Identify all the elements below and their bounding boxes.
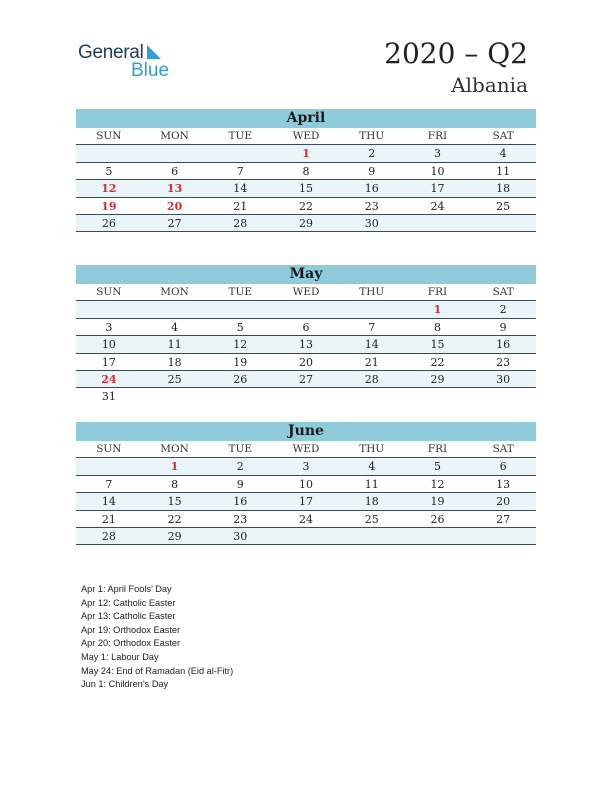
day-cell: 24 (101, 372, 117, 386)
week-row (76, 198, 536, 215)
day-cell: 5 (105, 164, 113, 178)
week-row (76, 319, 536, 336)
week-row (76, 458, 536, 475)
day-cell: 11 (496, 164, 511, 178)
day-cell: 25 (167, 372, 182, 386)
weekday-label: MON (160, 130, 189, 142)
day-cell: 10 (430, 164, 445, 178)
day-cell: 28 (101, 529, 116, 543)
empty-day-cell (273, 388, 339, 405)
empty-day-cell (339, 301, 405, 317)
day-cell: 14 (233, 182, 248, 196)
week-row (76, 336, 536, 353)
month-calendar-april (76, 109, 536, 232)
day-cell: 11 (364, 477, 379, 491)
weekday-header-row (76, 128, 536, 145)
day-cell: 23 (233, 512, 248, 526)
weekday-label: FRI (427, 443, 448, 455)
day-cell: 23 (496, 355, 511, 369)
day-cell: 21 (101, 512, 116, 526)
week-row (76, 301, 536, 318)
day-cell: 2 (499, 303, 507, 317)
day-cell: 30 (364, 216, 379, 230)
day-cell: 26 (233, 372, 248, 386)
day-cell: 4 (368, 460, 376, 474)
weekday-label: MON (160, 443, 189, 455)
day-cell: 14 (101, 495, 116, 509)
day-cell: 2 (236, 460, 244, 474)
day-cell: 6 (302, 320, 310, 334)
day-cell: 18 (167, 355, 182, 369)
weekday-label: SUN (96, 443, 122, 455)
day-cell: 6 (171, 164, 179, 178)
weekday-label: THU (359, 443, 385, 455)
holiday-note: Jun 1: Children’s Day (81, 679, 169, 690)
empty-day-cell (405, 528, 471, 544)
day-cell: 26 (430, 512, 445, 526)
day-cell: 17 (101, 355, 116, 369)
day-cell: 9 (236, 477, 244, 491)
day-cell: 25 (496, 199, 511, 213)
weekday-label: THU (359, 130, 385, 142)
weekday-label: WED (292, 443, 320, 455)
day-cell: 26 (101, 216, 116, 230)
empty-day-cell (207, 145, 273, 161)
day-cell: 3 (105, 320, 113, 334)
day-cell: 28 (364, 372, 379, 386)
day-cell: 3 (433, 147, 441, 161)
day-cell: 29 (430, 372, 445, 386)
empty-day-cell (273, 528, 339, 544)
day-cell: 10 (101, 338, 116, 352)
logo-text-blue: Blue (131, 60, 170, 81)
month-name: May (76, 265, 536, 284)
day-cell: 20 (496, 495, 511, 509)
day-cell: 7 (105, 477, 113, 491)
weekday-label: SAT (492, 130, 514, 142)
day-cell: 25 (364, 512, 379, 526)
empty-day-cell (207, 301, 273, 317)
day-cell: 15 (430, 338, 445, 352)
empty-day-cell (470, 388, 536, 405)
day-cell: 7 (368, 320, 376, 334)
day-cell: 20 (166, 199, 183, 213)
day-cell: 31 (101, 390, 116, 404)
day-cell: 6 (499, 460, 507, 474)
day-cell: 1 (302, 147, 310, 161)
empty-day-cell (76, 458, 142, 474)
day-cell: 9 (499, 320, 507, 334)
weekday-label: SAT (492, 443, 514, 455)
empty-day-cell (142, 388, 208, 405)
day-cell: 13 (299, 338, 314, 352)
day-cell: 27 (299, 372, 314, 386)
holiday-note: Apr 19: Orthodox Easter (81, 624, 181, 635)
empty-day-cell (405, 215, 471, 231)
week-row (76, 493, 536, 510)
holiday-note: Apr 1: April Fools’ Day (81, 584, 172, 594)
month-name: June (76, 422, 536, 441)
logo-text-general: General (78, 42, 144, 63)
day-cell: 16 (233, 495, 248, 509)
weekday-label: TUE (228, 443, 253, 455)
empty-day-cell (142, 145, 208, 161)
holiday-note: Apr 13: Catholic Easter (81, 611, 176, 622)
day-cell: 21 (233, 199, 248, 213)
day-cell: 13 (496, 477, 511, 491)
day-cell: 30 (233, 529, 248, 543)
logo-triangle-icon (147, 45, 161, 59)
day-cell: 10 (299, 477, 314, 491)
day-cell: 22 (167, 512, 182, 526)
day-cell: 1 (433, 303, 442, 317)
day-cell: 7 (236, 164, 244, 178)
day-cell: 20 (299, 355, 314, 369)
weekday-label: TUE (228, 286, 253, 298)
country-name: Albania (451, 73, 528, 97)
day-cell: 4 (499, 147, 507, 161)
weekday-label: WED (292, 286, 320, 298)
day-cell: 19 (233, 355, 248, 369)
generalblue-logo (78, 42, 170, 81)
weekday-label: SUN (96, 130, 122, 142)
week-row (76, 145, 536, 162)
weekday-label: SAT (492, 286, 514, 298)
weekday-label: FRI (427, 130, 448, 142)
empty-day-cell (142, 301, 208, 317)
holiday-notes (81, 583, 233, 692)
day-cell: 24 (430, 199, 445, 213)
holiday-note: May 24: End of Ramadan (Eid al-Fitr) (81, 665, 234, 676)
day-cell: 18 (496, 182, 511, 196)
day-cell: 28 (233, 216, 248, 230)
week-row (76, 371, 536, 388)
day-cell: 2 (368, 147, 376, 161)
weekday-label: SUN (96, 286, 122, 298)
day-cell: 4 (171, 320, 179, 334)
day-cell: 12 (430, 477, 445, 491)
day-cell: 3 (302, 460, 310, 474)
day-cell: 12 (101, 182, 117, 196)
day-cell: 19 (430, 495, 445, 509)
empty-day-cell (207, 388, 273, 405)
day-cell: 12 (233, 338, 248, 352)
empty-day-cell (76, 145, 142, 161)
day-cell: 13 (166, 182, 183, 196)
empty-day-cell (339, 528, 405, 544)
empty-day-cell (470, 215, 536, 231)
week-row (76, 215, 536, 232)
day-cell: 19 (101, 199, 117, 213)
week-row (76, 163, 536, 180)
day-cell: 18 (364, 495, 379, 509)
week-row (76, 476, 536, 493)
day-cell: 5 (236, 320, 244, 334)
day-cell: 27 (167, 216, 182, 230)
day-cell: 15 (167, 495, 182, 509)
day-cell: 21 (364, 355, 379, 369)
day-cell: 1 (170, 460, 179, 474)
empty-day-cell (339, 388, 405, 405)
empty-day-cell (76, 301, 142, 317)
day-cell: 24 (299, 512, 314, 526)
day-cell: 23 (364, 199, 379, 213)
weekday-label: FRI (427, 286, 448, 298)
week-row (76, 511, 536, 528)
weekday-label: WED (292, 130, 320, 142)
day-cell: 11 (167, 338, 182, 352)
empty-day-cell (273, 301, 339, 317)
weekday-label: TUE (228, 130, 253, 142)
day-cell: 17 (299, 495, 314, 509)
week-row (76, 180, 536, 197)
holiday-note: Apr 12: Catholic Easter (81, 597, 176, 608)
week-row (76, 388, 536, 405)
empty-day-cell (470, 528, 536, 544)
day-cell: 22 (430, 355, 445, 369)
holiday-note: Apr 20: Orthodox Easter (81, 638, 181, 649)
day-cell: 8 (171, 477, 179, 491)
weekday-label: THU (359, 286, 385, 298)
year-quarter-title: 2020 – Q2 (384, 37, 528, 70)
day-cell: 27 (496, 512, 511, 526)
holiday-note: May 1: Labour Day (81, 651, 159, 662)
weekday-header-row (76, 441, 536, 458)
day-cell: 16 (496, 338, 511, 352)
day-cell: 22 (299, 199, 314, 213)
day-cell: 8 (302, 164, 310, 178)
day-cell: 29 (167, 529, 182, 543)
empty-day-cell (405, 388, 471, 405)
month-name: April (76, 109, 536, 128)
month-calendar-june (76, 422, 536, 545)
week-row (76, 528, 536, 545)
day-cell: 30 (496, 372, 511, 386)
day-cell: 15 (299, 182, 314, 196)
page-title (384, 38, 528, 100)
day-cell: 16 (364, 182, 379, 196)
day-cell: 5 (433, 460, 441, 474)
month-calendar-may (76, 265, 536, 406)
weekday-header-row (76, 284, 536, 301)
day-cell: 9 (368, 164, 376, 178)
day-cell: 29 (299, 216, 314, 230)
day-cell: 17 (430, 182, 445, 196)
day-cell: 8 (433, 320, 441, 334)
day-cell: 14 (364, 338, 379, 352)
weekday-label: MON (160, 286, 189, 298)
week-row (76, 354, 536, 371)
